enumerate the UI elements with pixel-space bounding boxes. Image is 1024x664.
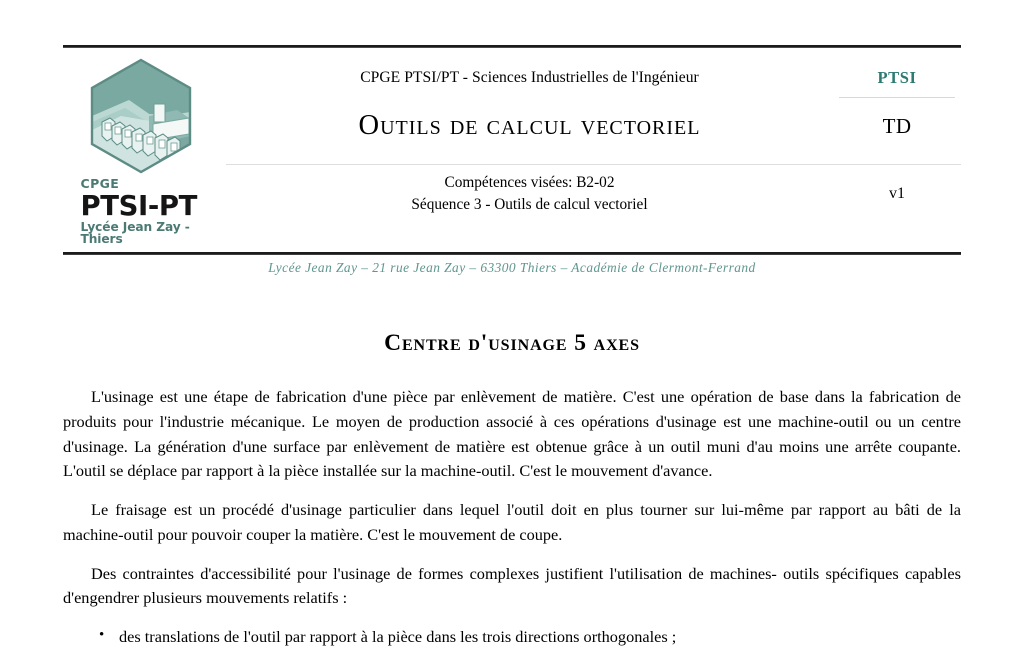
cpge-hexagon-logo-icon	[85, 56, 197, 180]
header-top-rule	[63, 45, 961, 48]
class-badge-underline	[839, 97, 955, 98]
paragraph-3: Des contraintes d'accessibilité pour l'usinage de formes complexes justifient l'utilisation de machines- outils spécifiques capables d'engendrer plusieurs mouvements relatifs :	[63, 563, 961, 608]
logo-text-block	[81, 178, 201, 245]
document-title-cell	[226, 110, 833, 142]
movements-list	[63, 625, 961, 650]
class-badge: PTSI	[877, 68, 917, 87]
document-title: Outils de calcul vectoriel	[358, 110, 701, 141]
paragraph-2: Le fraisage est un procédé d'usinage particulier dans lequel l'outil doit en plus tourner sur lui-même par rapport au bâti de la machine-outil pour pouvoir couper la matière. C'est le mouvement de coupe.	[63, 500, 961, 544]
document-header	[63, 45, 961, 276]
header-competences-row	[226, 172, 961, 215]
page-title: Centre d'usinage 5 axes	[384, 330, 640, 356]
school-address: Lycée Jean Zay – 21 rue Jean Zay – 63300 Thiers – Académie de Clermont-Ferrand	[268, 259, 756, 275]
document-kind: TD	[882, 113, 912, 138]
document-body	[63, 330, 961, 650]
logo-school-abbr: PTSI-PT	[80, 189, 197, 222]
header-course-row	[226, 51, 961, 98]
document-kind-cell	[833, 114, 961, 139]
header-title-row	[226, 110, 961, 142]
competences-cell	[226, 172, 833, 215]
competences-line-2: Séquence 3 - Outils de calcul vectoriel	[411, 195, 648, 213]
competences-line-1: Compétences visées: B2-02	[444, 174, 615, 191]
header-grid	[63, 51, 961, 245]
header-bottom-rule	[63, 252, 961, 255]
header-text-column	[218, 51, 961, 245]
header-mid-rule	[226, 164, 961, 165]
logo-block	[63, 51, 218, 245]
logo-school-line: Lycée Jean Zay - Thiers	[80, 219, 190, 246]
logo-cpge-label: CPGE	[80, 176, 120, 191]
class-badge-cell	[833, 51, 961, 98]
paragraph-1: L'usinage est une étape de fabrication d'une pièce par enlèvement de matière. C'est une opération de base dans la fabrication de produits pour l'industrie mécanique. Le moyen de production associé à ces opérations d'usinage est une machine-outil ou un centre d'usinage. La génération d'une surface par enlèvement de matière est obtenue grâce à un outil muni d'au moins une arrête coupante. L'outil se déplace par rapport à la pièce installée sur la machine-outil. C'est le mouvement d'avance.	[63, 387, 961, 481]
list-item: • des translations de l'outil par rapport à la pièce dans les trois directions orthogonales ;	[119, 625, 961, 650]
document-version: v1	[889, 184, 905, 202]
course-line: CPGE PTSI/PT - Sciences Industrielles de l'Ingénieur	[360, 69, 699, 86]
